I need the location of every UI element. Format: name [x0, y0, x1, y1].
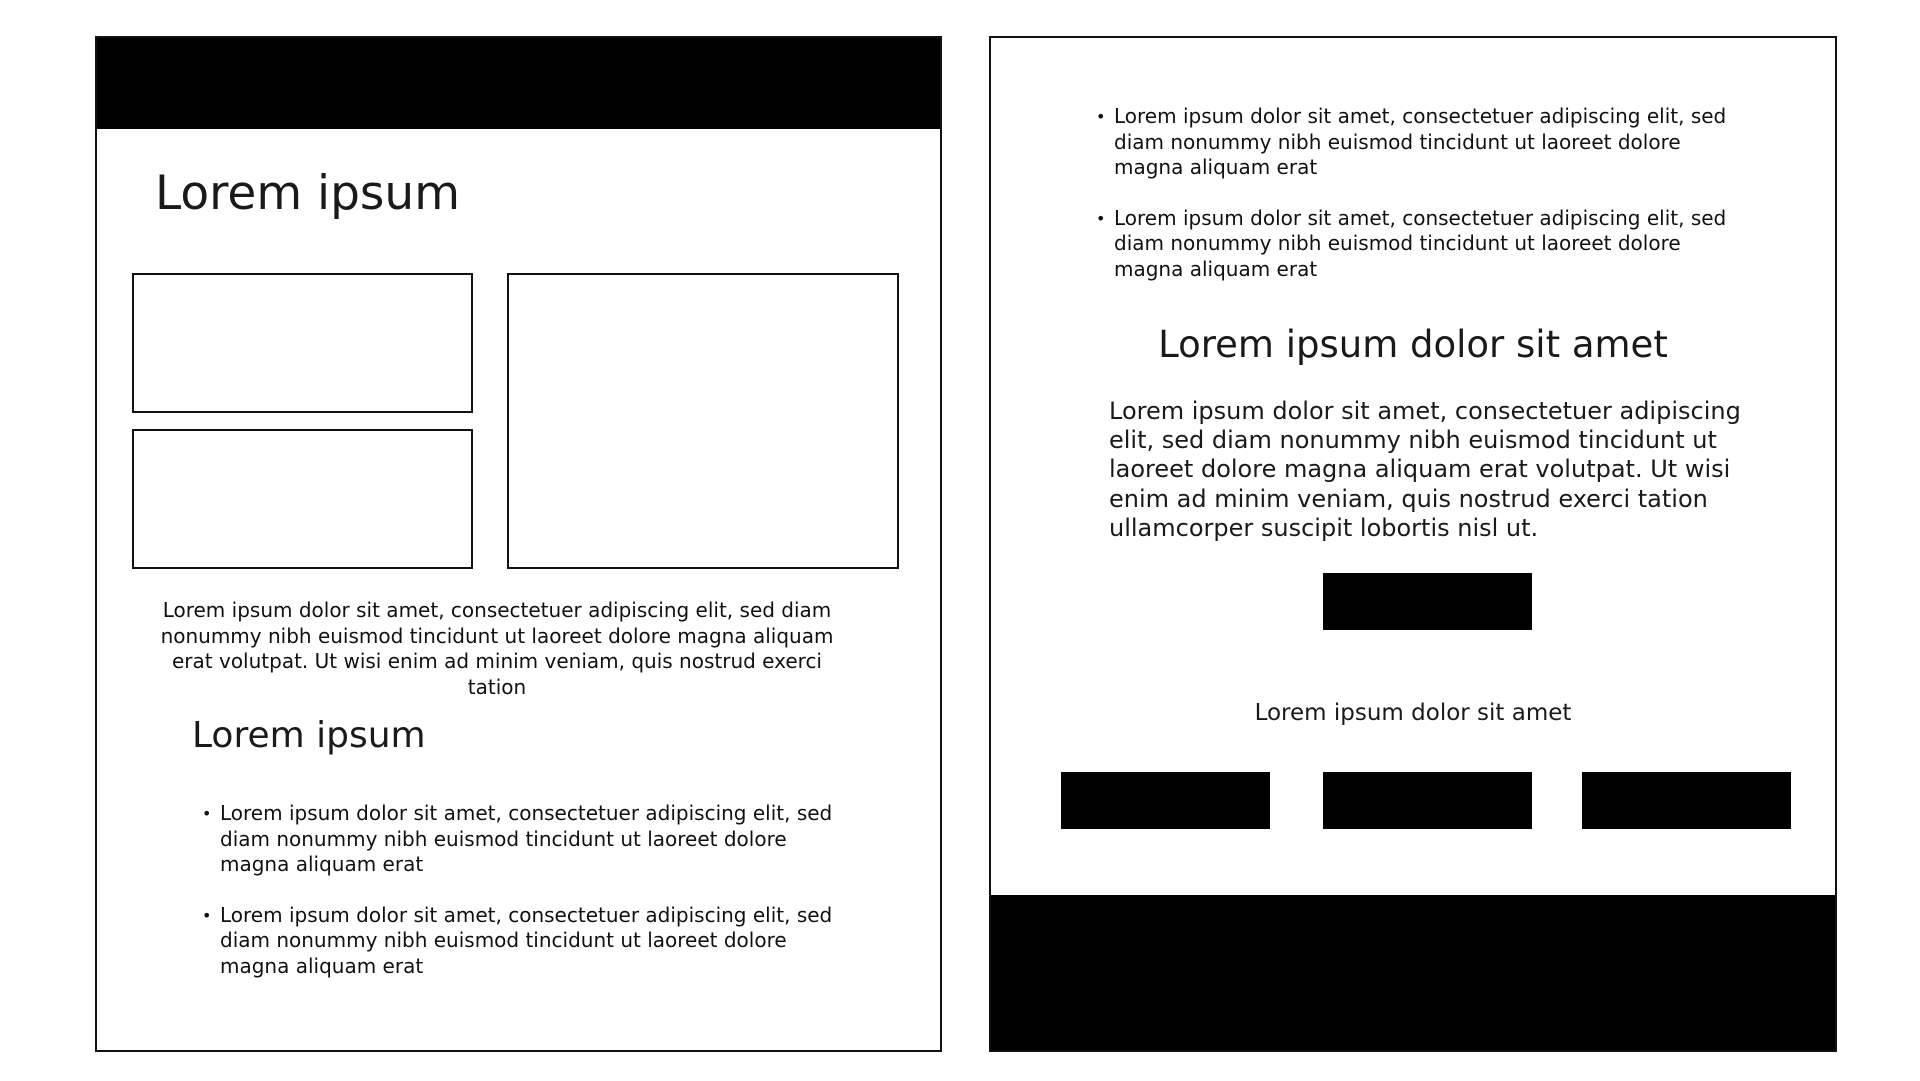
bullet-list — [202, 801, 842, 1004]
option-button-1[interactable] — [1061, 772, 1270, 829]
footer-bar — [991, 895, 1835, 1052]
bullet-icon: • — [1096, 107, 1106, 126]
bullet-icon: • — [202, 905, 212, 925]
list-item — [1096, 206, 1736, 283]
left-wireframe-panel — [95, 36, 942, 1052]
list-item-text: Lorem ipsum dolor sit amet, consectetuer adipiscing elit, sed diam nonummy nibh euismod tincidunt ut laoreet dolore magna aliquam erat — [1114, 205, 1727, 281]
list-item — [202, 801, 842, 878]
primary-button[interactable] — [1323, 573, 1532, 630]
list-item — [202, 903, 842, 980]
image-placeholder-small-top — [132, 273, 473, 413]
section-subtitle: Lorem ipsum — [192, 715, 426, 756]
list-item-text: Lorem ipsum dolor sit amet, consectetuer adipiscing elit, sed diam nonummy nibh euismod tincidunt ut laoreet dolore magna aliquam erat — [1114, 104, 1727, 179]
bullet-list — [1096, 104, 1736, 307]
bullet-icon: • — [1096, 208, 1106, 228]
bullet-icon: • — [202, 804, 212, 823]
section-heading: Lorem ipsum dolor sit amet — [1158, 323, 1668, 366]
list-item — [1096, 104, 1736, 181]
button-group-caption: Lorem ipsum dolor sit amet — [1254, 700, 1572, 726]
image-placeholder-small-bottom — [132, 429, 473, 569]
page-title: Lorem ipsum — [155, 166, 460, 221]
right-wireframe-panel — [989, 36, 1837, 1052]
option-button-3[interactable] — [1582, 772, 1791, 829]
body-paragraph: Lorem ipsum dolor sit amet, consectetuer adipiscing elit, sed diam nonummy nibh euismod tincidunt ut laoreet dolore magna aliquam erat volutpat. Ut wisi enim ad minim veniam, quis nostrud exerci tation ullamcorper suscipit lobortis nisl ut. — [1109, 397, 1741, 542]
intro-paragraph: Lorem ipsum dolor sit amet, consectetuer adipiscing elit, sed diam nonummy nibh euismod tincidunt ut laoreet dolore magna aliquam erat volutpat. Ut wisi enim ad minim veniam, quis nostrud exerci tation — [160, 598, 834, 699]
image-placeholder-large — [507, 273, 899, 569]
list-item-text: Lorem ipsum dolor sit amet, consectetuer adipiscing elit, sed diam nonummy nibh euismod tincidunt ut laoreet dolore magna aliquam erat — [220, 801, 833, 876]
list-item-text: Lorem ipsum dolor sit amet, consectetuer adipiscing elit, sed diam nonummy nibh euismod tincidunt ut laoreet dolore magna aliquam erat — [220, 902, 833, 978]
option-button-2[interactable] — [1323, 772, 1532, 829]
header-bar — [97, 38, 940, 129]
